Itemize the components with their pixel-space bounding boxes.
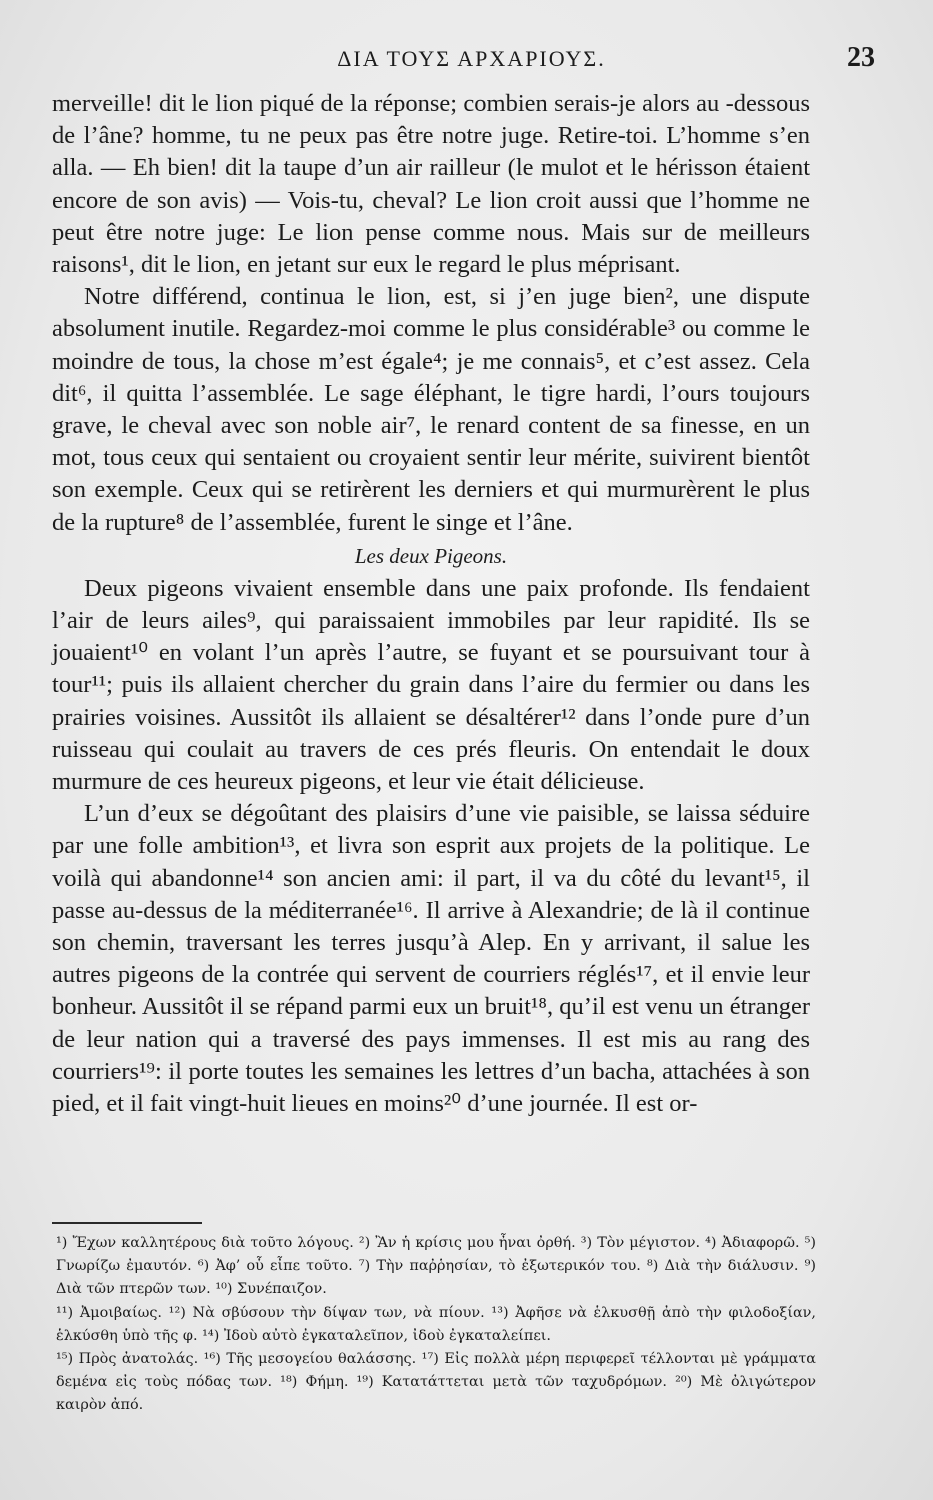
paragraph-pigeon-journey: L’un d’eux se dégoûtant des plaisirs d’une vie paisible, se laissa séduire par une folle ambition¹³, et livra son esprit aux projets de la politique. Le voilà qui abandonne¹⁴ son ancien ami: il part, il va du côté du levant¹⁵, il passe au-dessus de la méditerranée¹⁶. Il arrive à Alexandrie; de là il continue son chemin, traversant les terres jusqu’à Alep. En y arrivant, il salue les autres pigeons de la contrée qui servent de courriers réglés¹⁷, et il envie leur bonheur. Aussitôt il se répand parmi eux un bruit¹⁸, qu’il est venu un étranger de leur nation qui a traversé des pays immenses. Il est mis au rang des courriers¹⁹: il porte toutes les semaines les lettres d’un bacha, attachées à son pied, et il fait vingt-huit lieues en moins²⁰ d’une journée. Il est or- [52,800,810,1118]
running-title: ΔΙΑ ΤΟΥΣ ΑΡΧΑΡΙΟΥΣ. [337,46,606,71]
footnote-block: ¹) Ἔχων καλλητέρους διὰ τοῦτο λόγους. ²) Ἂν ἡ κρίσις μου ἦναι ὀρθή. ³) Τὸν μέγιστον. ⁴) Ἀδιαφορῶ. ⁵) Γνωρίζω ἐμαυτόν. ⁶) Ἀφ’ οὗ εἶπε τοῦτο. ⁷) Τὴν παῤῥησίαν, τὸ ἐξωτερικόν του. ⁸) Διὰ τὴν διάλυσιν. ⁹) Διὰ τῶν πτερῶν των. ¹⁰) Συνέπαιζον. [56,1235,816,1298]
footnotes [56,1232,816,1418]
footnote-rule [52,1222,202,1224]
footnote-block: ¹¹) Ἀμοιβαίως. ¹²) Νὰ σβύσουν τὴν δίψαν των, νὰ πίουν. ¹³) Ἀφῆσε νὰ ἑλκυσθῇ ἀπὸ τὴν φιλοδοξίαν, ἑλκύσθη ὑπὸ τῆς φ. ¹⁴) Ἰδοὺ αὐτὸ ἐγκαταλεῖπον, ἰδοὺ ἐγκαταλείπει. [56,1304,816,1344]
section-title: Les deux Pigeons. [354,543,508,568]
paragraph-lion-dispute: Notre différend, continua le lion, est, si j’en juge bien², une dispute absolument inutile. Regardez-moi comme le plus considérable³ ou comme le moindre de tous, la chose m’est égale⁴; je me connais⁵, et c’est assez. Cela dit⁶, il quitta l’assemblée. Le sage éléphant, le tigre hardi, l’ours toujours grave, le cheval avec son noble air⁷, le renard content de sa finesse, en un mot, tous ceux qui sentaient ou croyaient sentir leur mérite, suivirent bientôt son exemple. Ceux qui se retirèrent les derniers et qui murmurèrent le plus de la rupture⁸ de l’assemblée, furent le singe et l’âne. [52,283,810,536]
footnote-block: ¹⁵) Πρὸς ἀνατολάς. ¹⁶) Τῆς μεσογείου θαλάσσης. ¹⁷) Εἰς πολλὰ μέρη περιφερεῖ τέλλονται μὲ γράμματα δεμένα εἰς τοὺς πόδας των. ¹⁸) Φήμη. ¹⁹) Κατατάττεται μετὰ τῶν ταχυδρόμων. ²⁰) Μὲ ὀλιγώτερον καιρὸν ἀπό. [56,1351,816,1414]
paragraph-pigeons-life: Deux pigeons vivaient ensemble dans une paix profonde. Ils fendaient l’air de leurs ailes⁹, qui paraissaient immobiles par leur rapidité. Ils se jouaient¹⁰ en volant l’un après l’autre, se fuyant et se poursuivant tour à tour¹¹; puis ils allaient chercher du grain dans l’aire du fermier ou dans les prairies voisines. Aussitôt ils allaient se désaltérer¹² dans l’onde pure d’un ruisseau qui coulait au travers de ces prés fleuris. On entendait le doux murmure de ces heureux pigeons, et leur vie était délicieuse. [52,574,810,796]
page-header [50,40,893,80]
page-number: 23 [847,42,875,73]
paragraph-lion-conclusion: merveille! dit le lion piqué de la réponse; combien serais-je alors au -dessous de l’âne? homme, tu ne peux pas être notre juge. Retire-toi. L’homme s’en alla. — Eh bien! dit la taupe d’un air railleur (le mulot et le hérisson étaient encore de son avis) — Vois-tu, cheval? Le lion croit aussi que l’homme ne peut être notre juge: Le lion pense comme nous. Mais sur de meilleurs raisons¹, dit le lion, en jetant sur eux le regard le plus méprisant. [52,90,810,279]
body-text [52,88,810,1120]
